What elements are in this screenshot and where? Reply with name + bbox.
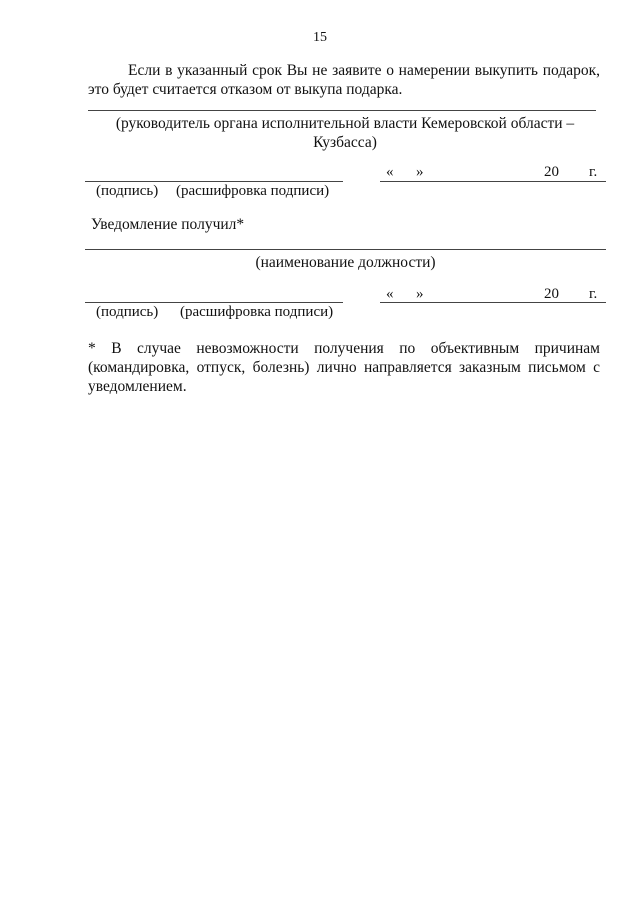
date-year-2: 20 <box>544 286 559 302</box>
notice-received-label: Уведомление получил* <box>91 216 245 233</box>
date-line-1 <box>380 181 606 182</box>
date-year-suffix-1: г. <box>589 164 598 180</box>
decoding-caption-2: (расшифровка подписи) <box>180 304 334 320</box>
signature-caption-1: (подпись) <box>96 183 159 199</box>
decoding-caption-1: (расшифровка подписи) <box>176 183 330 199</box>
date-open-quote-1: « <box>386 164 394 180</box>
footnote: * В случае невозможности получения по объективным причинам (командировка, отпуск, болезнь) лично направляется заказным письмом с уведомлением. <box>88 340 600 395</box>
date-open-quote-2: « <box>386 286 394 302</box>
position-line <box>85 249 606 250</box>
date-line-2 <box>380 302 606 303</box>
head-signature-line <box>88 110 596 111</box>
signature-caption-2: (подпись) <box>96 304 159 320</box>
date-close-quote-1: » <box>416 164 424 180</box>
page-number: 15 <box>313 30 327 45</box>
intro-paragraph: Если в указанный срок Вы не заявите о намерении выкупить подарок, это будет считается отказом от выкупа подарка. <box>88 62 600 98</box>
date-close-quote-2: » <box>416 286 424 302</box>
date-year-1: 20 <box>544 164 559 180</box>
head-caption: (руководитель органа исполнительной власти Кемеровской области – Кузбасса) <box>115 115 575 151</box>
signature-line-2 <box>85 302 343 303</box>
signature-line-1 <box>85 181 343 182</box>
date-year-suffix-2: г. <box>589 286 598 302</box>
position-caption: (наименование должности) <box>255 254 436 271</box>
